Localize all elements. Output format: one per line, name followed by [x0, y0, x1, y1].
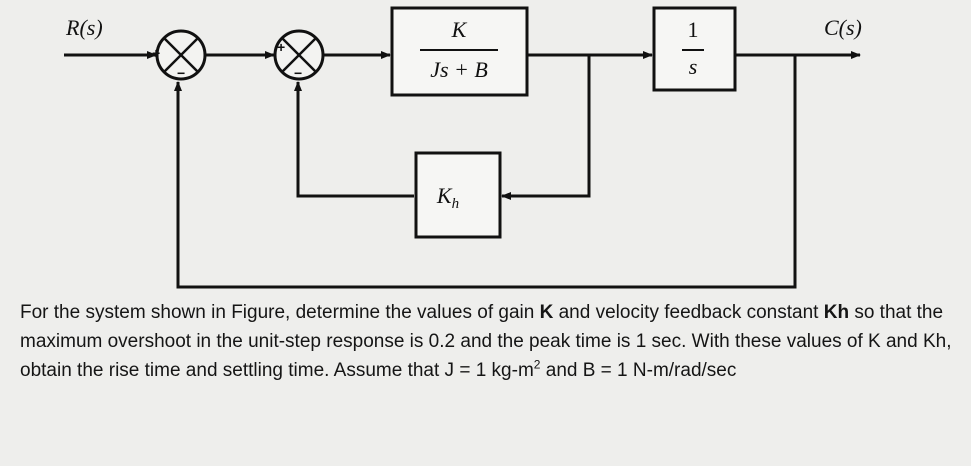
sum1-plus-sign: + [152, 45, 161, 61]
integrator-denominator: s [688, 54, 698, 79]
feedback-gain-label: K [436, 183, 452, 208]
problem-text-2: and velocity feedback constant [553, 302, 824, 323]
problem-statement [20, 298, 965, 385]
problem-text-1: For the system shown in Figure, determine the values of gain [20, 302, 540, 323]
sum2-minus-sign: − [294, 65, 303, 81]
summing-junction-2 [275, 31, 323, 81]
input-label: R(s) [66, 15, 103, 40]
problem-gain-symbol: K [539, 302, 554, 323]
problem-text-3: so that the maximum overshoot in the unit-step response is 0.2 and the peak time is 1 sec. With these values of K and Kh, obtain the rise time and settling time. Assume that J = 1 kg-m [20, 302, 952, 381]
plant-numerator: K [451, 17, 467, 42]
summing-junction-1 [152, 31, 205, 81]
output-label: C(s) [824, 15, 862, 40]
integrator-block [654, 8, 735, 90]
problem-superscript: 2 [533, 357, 541, 372]
plant-block [392, 8, 527, 95]
feedback-to-sum2-line [298, 82, 414, 196]
sum2-plus-sign: + [277, 39, 286, 55]
integrator-numerator: 1 [687, 17, 699, 42]
problem-feedback-symbol: Kh [823, 302, 850, 323]
sum1-minus-sign: − [177, 65, 186, 81]
feedback-gain-subscript: h [451, 196, 460, 212]
plant-denominator: Js + B [430, 57, 488, 82]
problem-text-4: and B = 1 N-m/rad/sec [540, 360, 737, 381]
velocity-feedback-block [416, 153, 500, 237]
